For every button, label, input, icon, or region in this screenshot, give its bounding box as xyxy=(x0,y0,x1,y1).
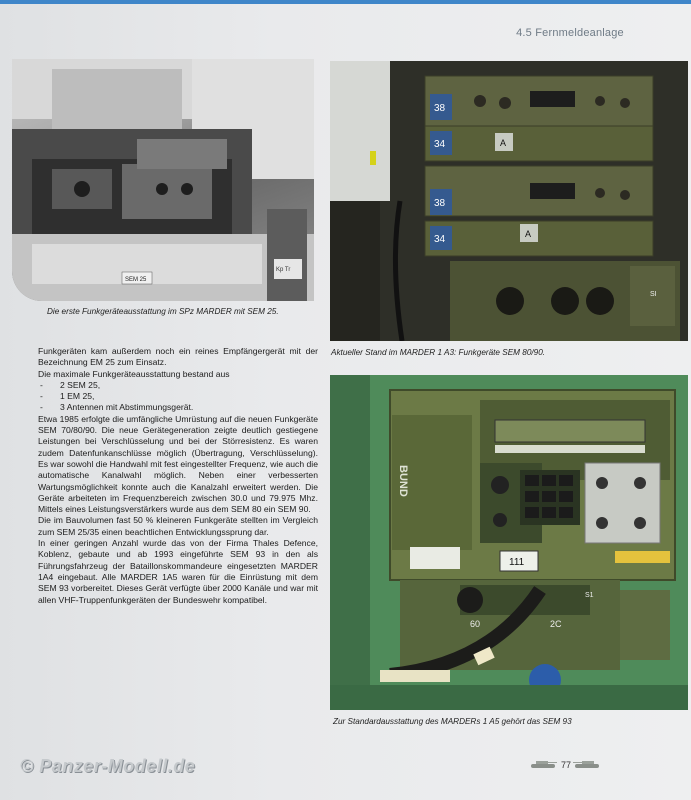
body-text xyxy=(38,346,318,606)
section-header: 4.5 Fernmeldeanlage xyxy=(516,27,624,39)
brand-bund: BUND xyxy=(397,465,409,497)
tank-icon-right xyxy=(572,760,602,770)
connector-2c: 2C xyxy=(550,619,562,629)
label-111: 111 xyxy=(509,557,525,568)
channel-38-top: 38 xyxy=(434,103,446,114)
antenna-a-top: A xyxy=(500,138,507,148)
photo-sem25-interior xyxy=(12,59,314,301)
list-item: - 1 EM 25, xyxy=(38,391,318,402)
photo-sem80-90-stack xyxy=(330,61,688,341)
photo-sem93 xyxy=(330,375,688,710)
caption-standard-equipment: Zur Standardausstattung des MARDERs 1 A5 gehört das SEM 93 xyxy=(333,717,572,726)
paragraph-3: Etwa 1985 erfolgte die umfängliche Umrüstung auf die neuen Funkgeräte SEM 70/80/90. Die neue Gerätegeneration zeigte deutlich gestiegene Leistungen bei Verschlüsselung und bei der Störresistenz. Es waren zudem Datenfunkanschlüsse möglich (Übertragung, Verschlüsselung). Es war sowohl die Handwahl mit fest eingestellter Frequenz, wie auch die automatische Kanalwahl möglich. Neben einer verbesserten Wartungsmöglichkeit konnte auch die Kanalzahl erweitert werden. Die Geräte arbeiteten im Frequenzbereich zwischen 30.0 und 79.975 Mhz. Mittels eines Leistungsverstärkers wurde aus dem SEM 80 ein SEM 90. xyxy=(38,413,318,515)
watermark: © Panzer-Modell.de xyxy=(20,756,196,776)
channel-34-top: 34 xyxy=(434,139,446,150)
antenna-a-bottom: A xyxy=(525,229,532,239)
channel-34-bottom: 34 xyxy=(434,234,446,245)
fuse-s1: S1 xyxy=(585,592,594,599)
paragraph-4: Die im Bauvolumen fast 50 % kleineren Funkgeräte stellten im Vergleich zum SEM 25/35 einen beachtlichen Entwicklungssprung dar. xyxy=(38,515,318,537)
connector-60: 60 xyxy=(470,619,481,629)
caption-current-state: Aktueller Stand im MARDER 1 A3: Funkgeräte SEM 80/90. xyxy=(331,348,546,357)
label-kp-tr: Kp Tr xyxy=(276,267,291,273)
list-item: - 2 SEM 25, xyxy=(38,380,318,391)
label-sem25: SEM 25 xyxy=(125,277,147,283)
caption-first-equipment: Die erste Funkgeräteausstattung im SPz MARDER mit SEM 25. xyxy=(47,307,279,316)
paragraph-2: Die maximale Funkgeräteausstattung bestand aus xyxy=(38,368,230,379)
top-accent-line xyxy=(0,0,691,4)
paragraph-1: Funkgeräten kam außerdem noch ein reines Empfängergerät mit der Bezeichnung EM 25 zum Einsatz. xyxy=(38,346,318,368)
fuse-si: SI xyxy=(650,291,657,298)
equipment-list xyxy=(38,380,318,414)
channel-38-bottom: 38 xyxy=(434,198,446,209)
tank-icon-left xyxy=(528,760,558,770)
list-item: - 3 Antennen mit Abstimmungsgerät. xyxy=(38,402,318,413)
paragraph-5: In einer geringen Anzahl wurde das von der Firma Thales Defence, Koblenz, gebaute und ab 1993 eingeführte SEM 93 in den als Führungsfahrzeug der Bataillonskommandeure eingesetzten MARDER 1A4 eingebaut. Alle MARDER 1A5 waren für die Einrüstung mit dem SEM 93 vorbereitet. Dieses Gerät verfügte über 2000 Kanäle und war mit allen VHF-Truppenfunkgeräten der Bundeswehr kompatibel. xyxy=(38,538,318,605)
page-number: 77 xyxy=(561,760,572,770)
